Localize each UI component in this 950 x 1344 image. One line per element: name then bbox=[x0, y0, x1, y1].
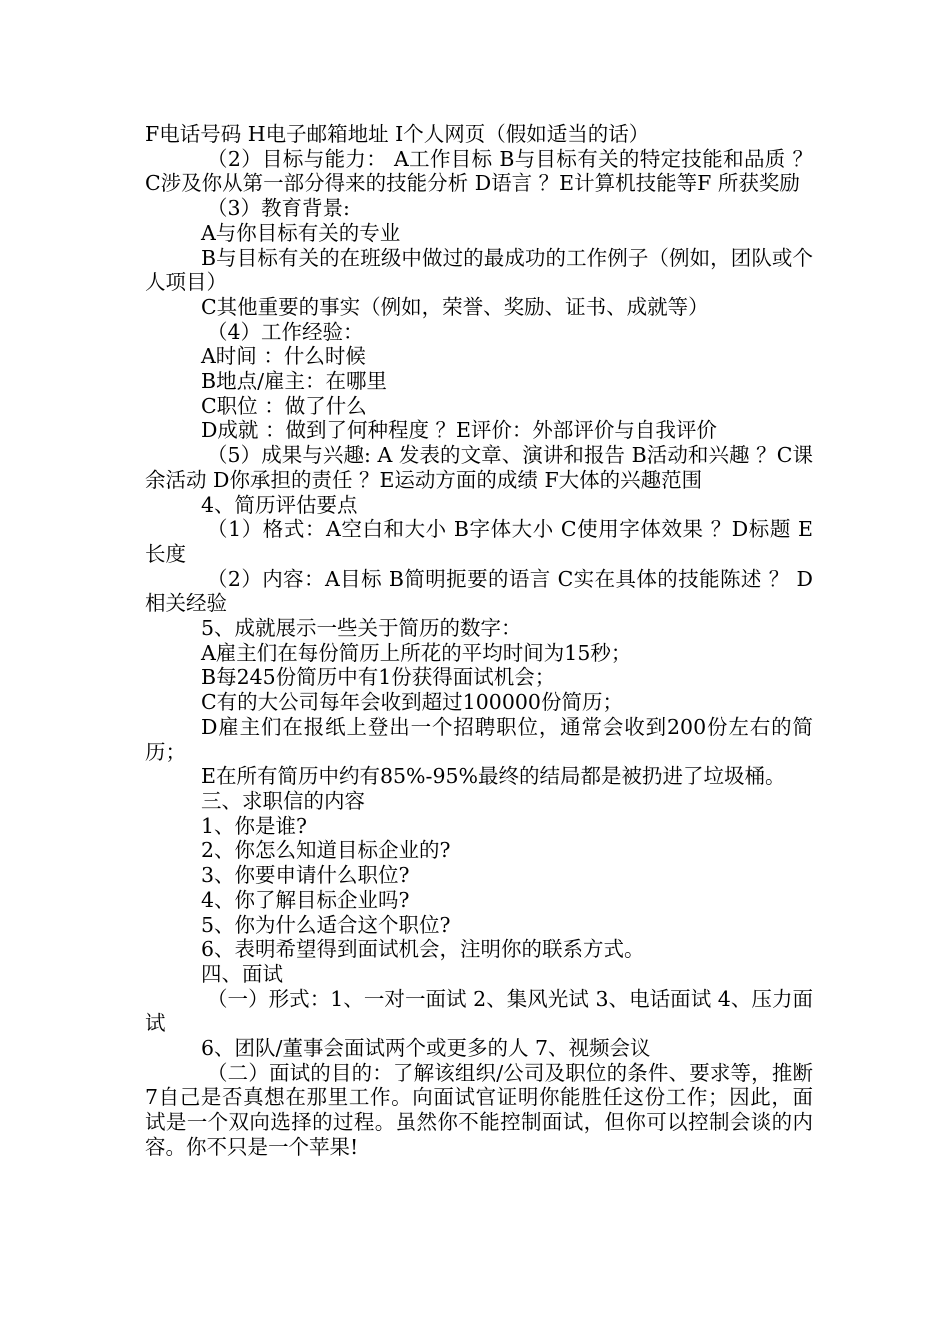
list-item-cover-letter-6: 6、表明希望得到面试机会，注明你的联系方式。 bbox=[201, 937, 645, 962]
paragraph-number-d: D雇主们在报纸上登出一个招聘职位，通常会收到200份左右的简历； bbox=[145, 714, 813, 764]
paragraph-work-heading: （4）工作经验： bbox=[207, 319, 364, 344]
list-item-cover-letter-2: 2、你怎么知道目标企业的? bbox=[201, 838, 451, 863]
section-heading-cover-letter: 三、求职信的内容 bbox=[201, 788, 365, 813]
paragraph-work-c: C职位 ：做了什么 bbox=[201, 393, 367, 418]
paragraph-content: （2）内容：A目标 B简明扼要的语言 C实在具体的技能陈述 ？ D相关经验 bbox=[145, 566, 813, 616]
paragraph-results-interests: （5）成果与兴趣: A 发表的文章、演讲和报告 B活动和兴趣 ？C课余活动 D你承担的责任 ？E运动方面的成绩 F大体的兴趣范围 bbox=[145, 443, 813, 492]
paragraph-work-b: B地点/雇主：在哪里 bbox=[201, 369, 387, 394]
section-heading-resume-numbers: 5、成就展示一些关于简历的数字： bbox=[201, 616, 522, 641]
list-item-cover-letter-3: 3、你要申请什么职位? bbox=[201, 863, 410, 888]
section-heading-interview: 四、面试 bbox=[201, 961, 283, 986]
document-page bbox=[145, 122, 813, 1160]
paragraph-education-c: C其他重要的事实（例如，荣誉、奖励、证书、成就等） bbox=[201, 294, 709, 319]
paragraph-interview-purpose: （二）面试的目的：了解该组织/公司及职位的条件、要求等，推断7自己是否真想在那里工作。向面试官证明你能胜任这份工作；因此，面试是一个双向选择的过程。虽然你不能控制面试，但你可以控制会谈的内容。你不只是一个苹果! bbox=[145, 1060, 813, 1159]
paragraph-format: （1）格式：A空白和大小 B字体大小 C使用字体效果 ？D标题 E长度 bbox=[145, 517, 813, 566]
paragraph-number-e: E在所有简历中约有85%-95%最终的结局都是被扔进了垃圾桶。 bbox=[201, 764, 786, 789]
paragraph-work-a: A时间 ：什么时候 bbox=[201, 344, 366, 369]
paragraph-number-c: C有的大公司每年会收到超过100000份简历； bbox=[201, 690, 623, 715]
list-item-cover-letter-4: 4、你了解目标企业吗? bbox=[201, 887, 410, 912]
paragraph-interview-forms-cont: 6、团队/董事会面试两个或更多的人 7、视频会议 bbox=[201, 1036, 651, 1061]
paragraph-goals-abilities: （2）目标与能力： A工作目标 B与目标有关的特定技能和品质 ？C涉及你从第一部分得来的技能分析 D语言 ？E计算机技能等F 所获奖励 bbox=[145, 146, 813, 196]
paragraph-interview-forms: （一）形式：1、一对一面试 2、集风光试 3、电话面试 4、压力面试 bbox=[145, 986, 813, 1036]
paragraph-number-a: A雇主们在每份简历上所花的平均时间为15秒； bbox=[201, 640, 632, 665]
paragraph-contact-details: F电话号码 H电子邮箱地址 I个人网页（假如适当的话） bbox=[145, 122, 650, 146]
paragraph-work-d: D成就 ：做到了何种程度 ？E评价：外部评价与自我评价 bbox=[201, 418, 717, 443]
paragraph-number-b: B每245份简历中有1份获得面试机会； bbox=[201, 665, 556, 690]
paragraph-education-heading: （3）教育背景: bbox=[207, 196, 350, 221]
paragraph-education-a: A与你目标有关的专业 bbox=[201, 220, 401, 245]
section-heading-resume-evaluation: 4、简历评估要点 bbox=[201, 492, 358, 517]
list-item-cover-letter-1: 1、你是谁? bbox=[201, 813, 308, 838]
list-item-cover-letter-5: 5、你为什么适合这个职位? bbox=[201, 912, 451, 937]
paragraph-education-b: B与目标有关的在班级中做过的最成功的工作例子（例如，团队或个人项目） bbox=[145, 245, 813, 295]
